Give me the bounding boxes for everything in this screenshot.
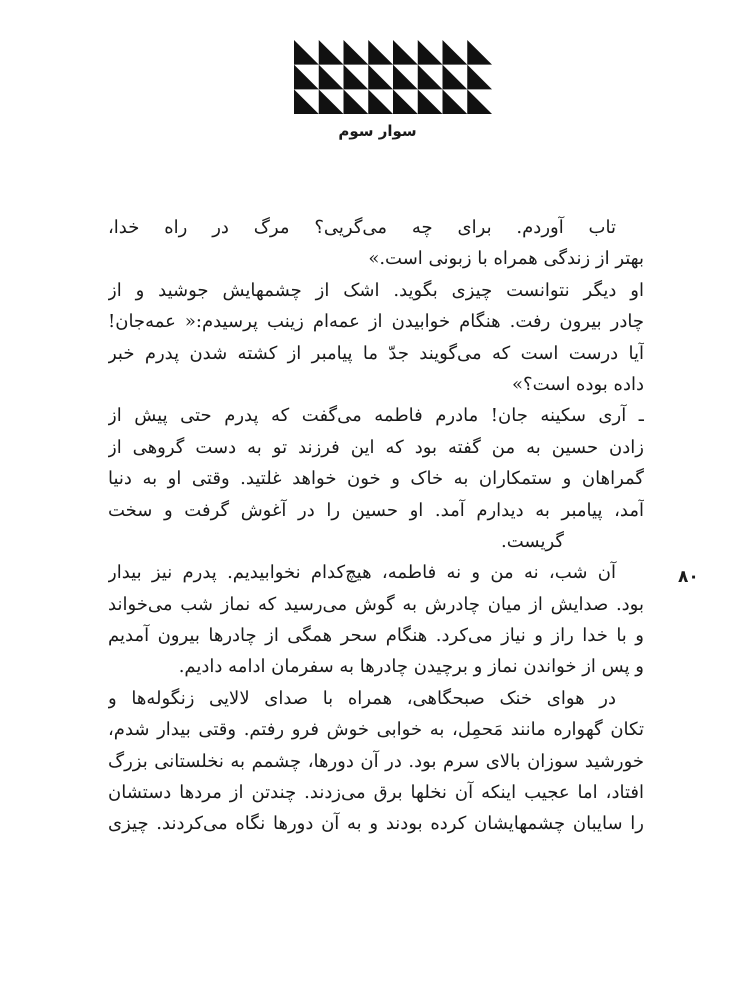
text-line: چادر بیرون رفت. هنگام خوابیدن از عمه‌ام زینب پرسیدم:« عمه‌جان! (108, 311, 644, 333)
ornament-triangle (368, 89, 393, 114)
ornament-triangle (368, 40, 393, 65)
ornament-triangle (393, 65, 418, 90)
text-line: و پس از خواندن نماز و برچیدن چادرها به سفرمان ادامه دادیم. (178, 656, 644, 678)
ornament-triangle (443, 89, 468, 114)
text-line: بهتر از زندگی همراه با زبونی است.» (368, 248, 644, 270)
ornament-triangle (393, 40, 418, 65)
ornament-triangle (344, 89, 369, 114)
body-text (108, 212, 644, 840)
text-line: افتاد، اما عجیب اینکه آن نخلها برق می‌زدند. چندتن از مردها دستشان (108, 782, 644, 804)
ornament-triangle (393, 89, 418, 114)
text-line: زادن حسین به من گفته بود که این فرزند تو به دست گروهی از (108, 436, 644, 458)
text-line: آیا درست است که می‌گویند جدّ ما پیامبر از کشته شدن پدرم خبر (108, 342, 644, 364)
text-line: تاب آوردم. برای چه می‌گریی؟ مرگ در راه خدا، (108, 217, 616, 238)
ornament-triangle (443, 40, 468, 65)
ornament-triangle (294, 40, 319, 65)
ornament-triangle (319, 40, 344, 65)
text-line: آن شب، نه من و نه فاطمه، هیچ‌کدام نخوابیدیم. پدرم نیز بیدار (108, 562, 616, 584)
ornament-triangle (418, 65, 443, 90)
ornament-triangle (418, 89, 443, 114)
ornament-triangle (344, 40, 369, 65)
text-line: بود. صدایش از میان چادرش به گوش می‌رسید که نماز شب می‌خواند (108, 593, 644, 615)
triangle-ornament-icon (294, 40, 492, 114)
text-line: را سایبان چشمهایشان کرده بودند و به آن دورها نگاه می‌کردند. چیزی (108, 813, 644, 835)
ornament-triangle (467, 65, 492, 90)
ornament-triangle (443, 65, 468, 90)
text-line: و با خدا راز و نیاز می‌کرد. هنگام سحر همگی از چادرها بیرون آمدیم (108, 625, 644, 647)
ornament-triangle (319, 65, 344, 90)
ornament-triangle (467, 40, 492, 65)
ornament-triangle (294, 65, 319, 90)
ornament-triangle (467, 89, 492, 114)
ornament-triangle (294, 89, 319, 114)
ornament-triangle (319, 89, 344, 114)
text-line: او دیگر نتوانست چیزی بگوید. اشک از چشمهایش جوشید و از (108, 279, 644, 301)
text-line: ـ آری سکینه جان! مادرم فاطمه می‌گفت که پدرم حتی پیش از (108, 405, 644, 427)
text-line: تکان گهواره مانند مَحمِل، به خوابی خوش فرو رفتم. وقتی بیدار شدم، (108, 719, 644, 741)
text-line: گریست. (501, 530, 564, 552)
text-line: در هوای خنک صبحگاهی، همراه با صدای لالایی زنگوله‌ها و (108, 687, 616, 709)
ornament-triangle (368, 65, 393, 90)
text-line: گمراهان و ستمکاران به خاک و خون خواهد غلتید. وقتی او به دنیا (108, 468, 644, 490)
ornament-triangle (418, 40, 443, 65)
page-number: ۸۰ (678, 567, 699, 587)
text-line: آمد، پیامبر به دیدارم آمد. او حسین را در آغوش گرفت و سخت (108, 499, 644, 521)
ornament-triangle (344, 65, 369, 90)
page-header-title: سوار سوم (338, 122, 417, 140)
text-line: داده بوده است؟» (512, 373, 644, 395)
text-line: خورشید سوزان بالای سرم بود. در آن دورها، چشمم به نخلستانی بزرگ (108, 750, 644, 772)
